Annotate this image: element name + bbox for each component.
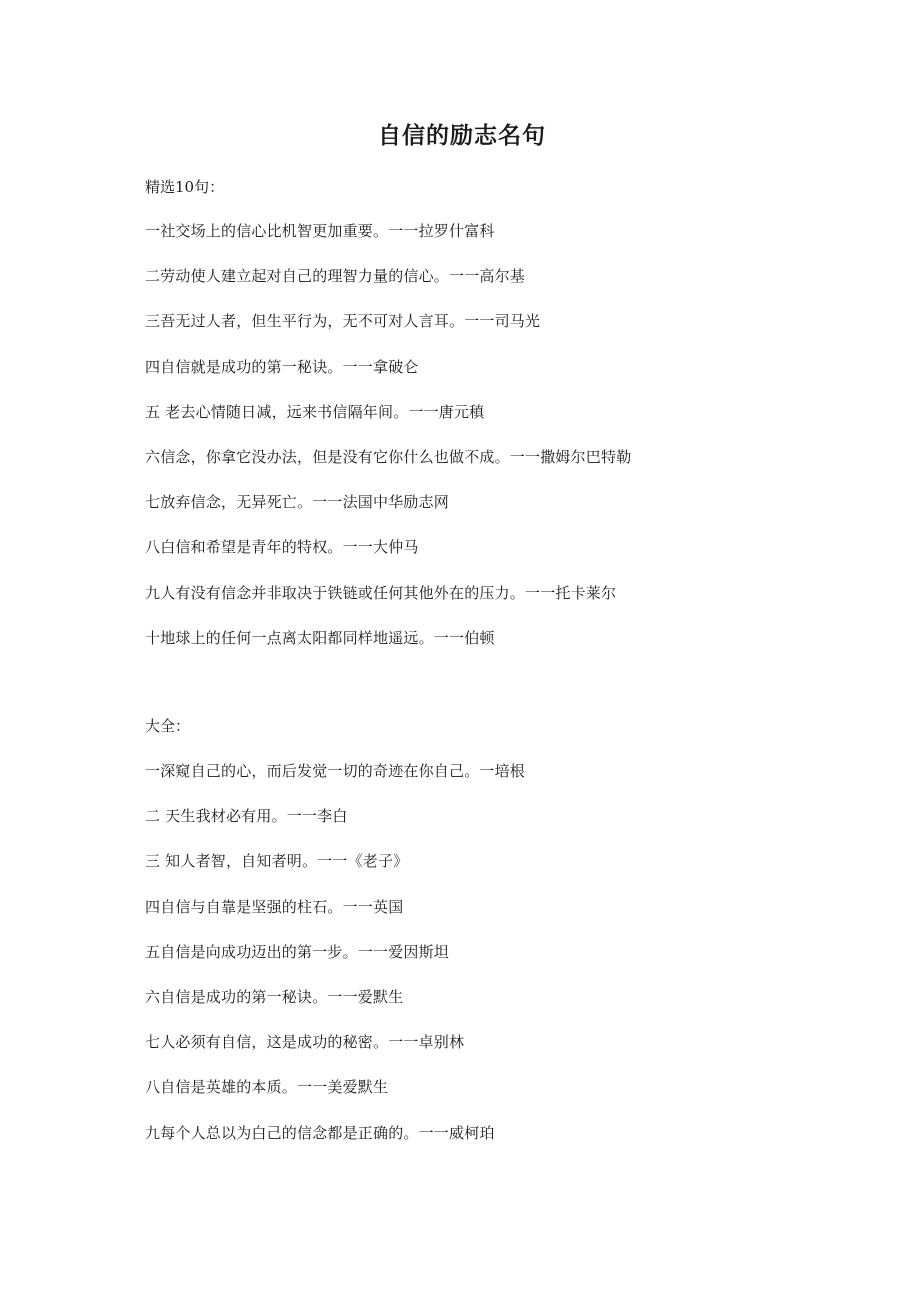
quote-list-all	[145, 761, 525, 1168]
quote-item: 四自信与自靠是坚强的柱石。一一英国	[145, 897, 404, 916]
quote-item: 二 天生我材必有用。一一李白	[145, 807, 348, 826]
quote-item: 五自信是向成功迈出的第一步。一一爱因斯坦	[145, 942, 450, 961]
section-heading-selected: 精选10句：	[145, 178, 225, 196]
quote-item: 十地球上的任何一点离太阳都同样地遥远。一一伯顿	[145, 628, 495, 647]
quote-item: 一社交场上的信心比机智更加重要。一一拉罗什富科	[145, 222, 495, 240]
quote-item: 六自信是成功的第一秘诀。一一爱默生	[145, 987, 404, 1006]
quote-item: 五 老去心情随日减，远来书信隔年间。一一唐元稹	[145, 402, 485, 421]
quote-item: 三 知人者智，自知者明。一一《老子》	[145, 852, 409, 871]
quote-item: 六信念，你拿它没办法，但是没有它你什么也做不成。一一撒姆尔巴特勒	[145, 447, 632, 466]
quote-item: 九人有没有信念并非取决于铁链或任何其他外在的压力。一一托卡莱尔	[145, 583, 617, 602]
quote-item: 七人必须有自信，这是成功的秘密。一一卓别林	[145, 1033, 465, 1052]
quote-item: 九每个人总以为白己的信念都是正确的。一一威柯珀	[145, 1123, 495, 1142]
quote-item: 八自信是英雄的本质。一一美爱默生	[145, 1078, 389, 1097]
quote-item: 七放弃信念，无异死亡。一一法国中华励志网	[145, 493, 450, 512]
quote-item: 三吾无过人者，但生平行为，无不可对人言耳。一一司马光	[145, 312, 541, 331]
quote-item: 二劳动使人建立起对自己的理智力量的信心。一一高尔基	[145, 267, 526, 286]
quote-item: 四自信就是成功的第一秘诀。一一拿破仑	[145, 357, 419, 376]
quote-list-selected	[145, 221, 631, 673]
quote-item: 一深窥自己的心，而后发觉一切的奇迹在你自己。一培根	[145, 762, 526, 780]
page-title: 自信的励志名句	[378, 123, 546, 149]
section-heading-all: 大全：	[145, 717, 191, 735]
quote-item: 八白信和希望是青年的特权。一一大仲马	[145, 538, 419, 557]
